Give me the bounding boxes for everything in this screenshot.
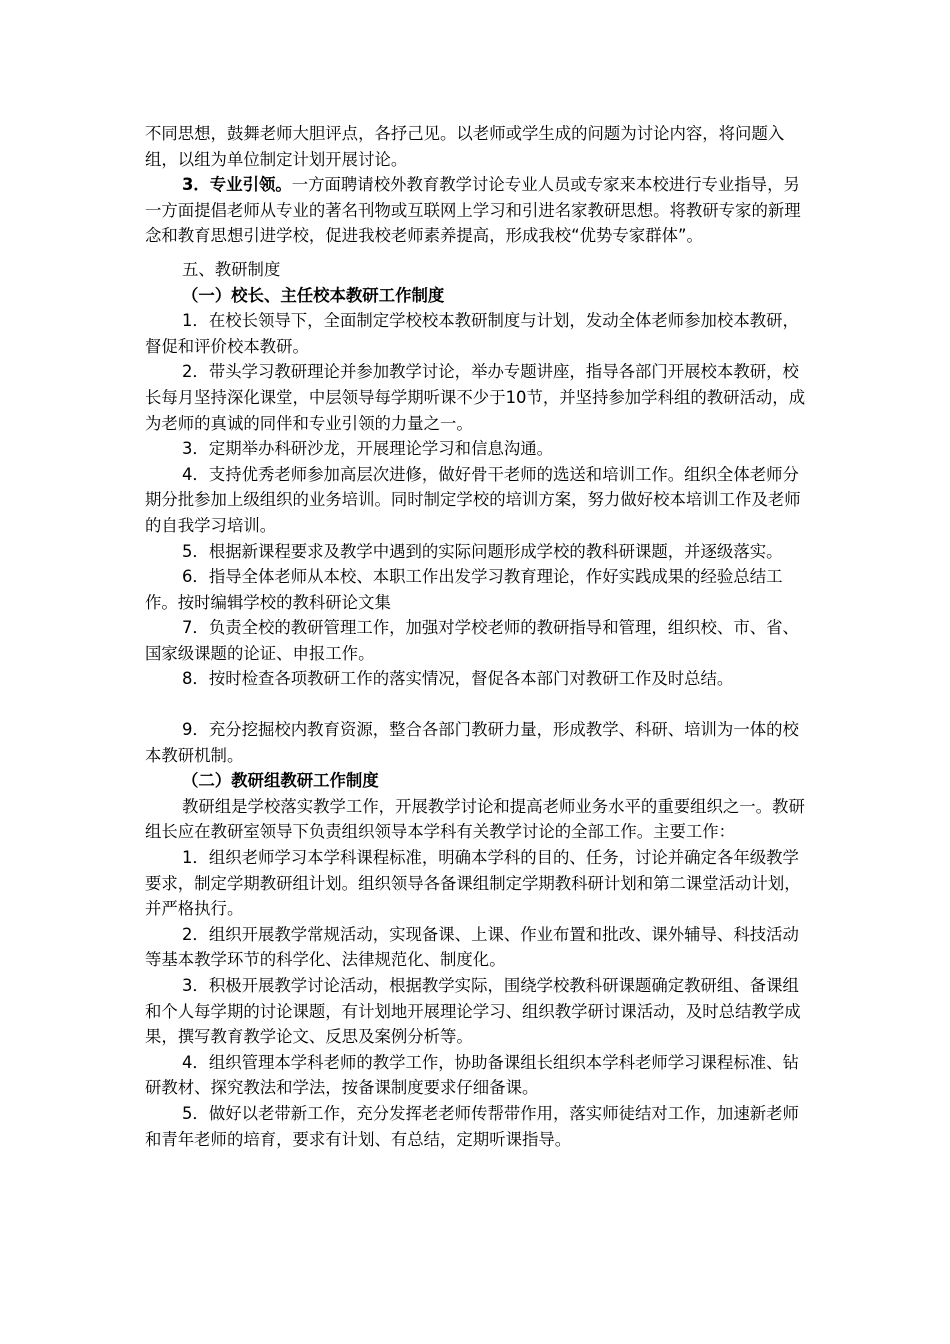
paragraph-lead-bold: 3．专业引领。 xyxy=(182,175,292,195)
list-item: 3．积极开展教学讨论活动，根据教学实际，围绕学校教科研课题确定教研组、备课组和个人每学期的讨论课题，有计划地开展理论学习、组织教学研讨课活动，及时总结教学成果，撰写教育教学论文、反思及案例分析等。 xyxy=(145,976,801,1047)
list-item: 3．定期举办科研沙龙，开展理论学习和信息沟通。 xyxy=(182,439,554,459)
list-item: 7．负责全校的教研管理工作，加强对学校老师的教研指导和管理，组织校、市、省、国家级课题的论证、申报工作。 xyxy=(145,618,799,663)
list-item: 8．按时检查各项教研工作的落实情况，督促各本部门对教研工作及时总结。 xyxy=(182,669,734,689)
paragraph-continuation: 不同思想，鼓舞老师大胆评点，各抒己见。以老师或学生成的问题为讨论内容，将问题入组，以组为单位制定计划开展讨论。 xyxy=(145,124,785,169)
list-item: 5．做好以老带新工作，充分发挥老老师传帮带作用，落实师徒结对工作，加速新老师和青年老师的培育，要求有计划、有总结，定期听课指导。 xyxy=(145,1103,799,1149)
subsection-heading-2: （二）教研组教研工作制度 xyxy=(182,771,379,791)
list-item: 4．组织管理本学科老师的教学工作，协助备课组长组织本学科老师学习课程标准、钻研教材、探究教法和学法，按备课制度要求仔细备课。 xyxy=(145,1052,799,1098)
section-heading-5: 五、教研制度 xyxy=(182,259,281,279)
list-item: 1．在校长领导下，全面制定学校校本教研制度与计划，发动全体老师参加校本教研，督促和评价校本教研。 xyxy=(145,311,799,356)
paragraph-body: 一方面聘请校外教育教学讨论专业人员或专家来本校进行专业指导，另一方面提倡老师从专业的著名刊物或互联网上学习和引进名家教研思想。将教研专家的新理念和教育思想引进学校，促进我校老师素养提高，形成我校“优势专家群体”。 xyxy=(145,175,801,246)
list-item: 9．充分挖掘校内教育资源，整合各部门教研力量，形成教学、科研、培训为一体的校本教研机制。 xyxy=(145,720,799,765)
list-item: 5．根据新课程要求及教学中遇到的实际问题形成学校的教科研课题，并逐级落实。 xyxy=(182,541,783,561)
list-item: 4．支持优秀老师参加高层次进修，做好骨干老师的选送和培训工作。组织全体老师分期分批参加上级组织的业务培训。同时制定学校的培训方案，努力做好校本培训工作及老师的自我学习培训。 xyxy=(145,464,801,535)
list-item: 2．带头学习教研理论并参加教学讨论，举办专题讲座，指导各部门开展校本教研，校长每月坚持深化课堂，中层领导每学期听课不少于10节，并坚持参加学科组的教研活动，成为老师的真诚的同伴和专业引领的力量之一。 xyxy=(145,362,806,433)
list-item: 6．指导全体老师从本校、本职工作出发学习教育理论，作好实践成果的经验总结工作。按时编辑学校的教科研论文集 xyxy=(145,567,783,612)
paragraph-professional-guidance xyxy=(145,172,815,249)
document-body xyxy=(145,121,815,1152)
subsection-heading-1: （一）校长、主任校本教研工作制度 xyxy=(182,285,445,305)
list-item: 1．组织老师学习本学科课程标准，明确本学科的目的、任务，讨论并确定各年级教学要求，制定学期教研组计划。组织领导各备课组制定学期教科研计划和第二课堂活动计划，并严格执行。 xyxy=(145,848,801,919)
paragraph-intro: 教研组是学校落实教学工作，开展教学讨论和提高老师业务水平的重要组织之一。教研组长应在教研室领导下负责组织领导本学科有关教学讨论的全部工作。主要工作： xyxy=(145,796,805,842)
list-item: 2．组织开展教学常规活动，实现备课、上课、作业布置和批改、课外辅导、科技活动等基本教学环节的科学化、法律规范化、制度化。 xyxy=(145,924,799,970)
